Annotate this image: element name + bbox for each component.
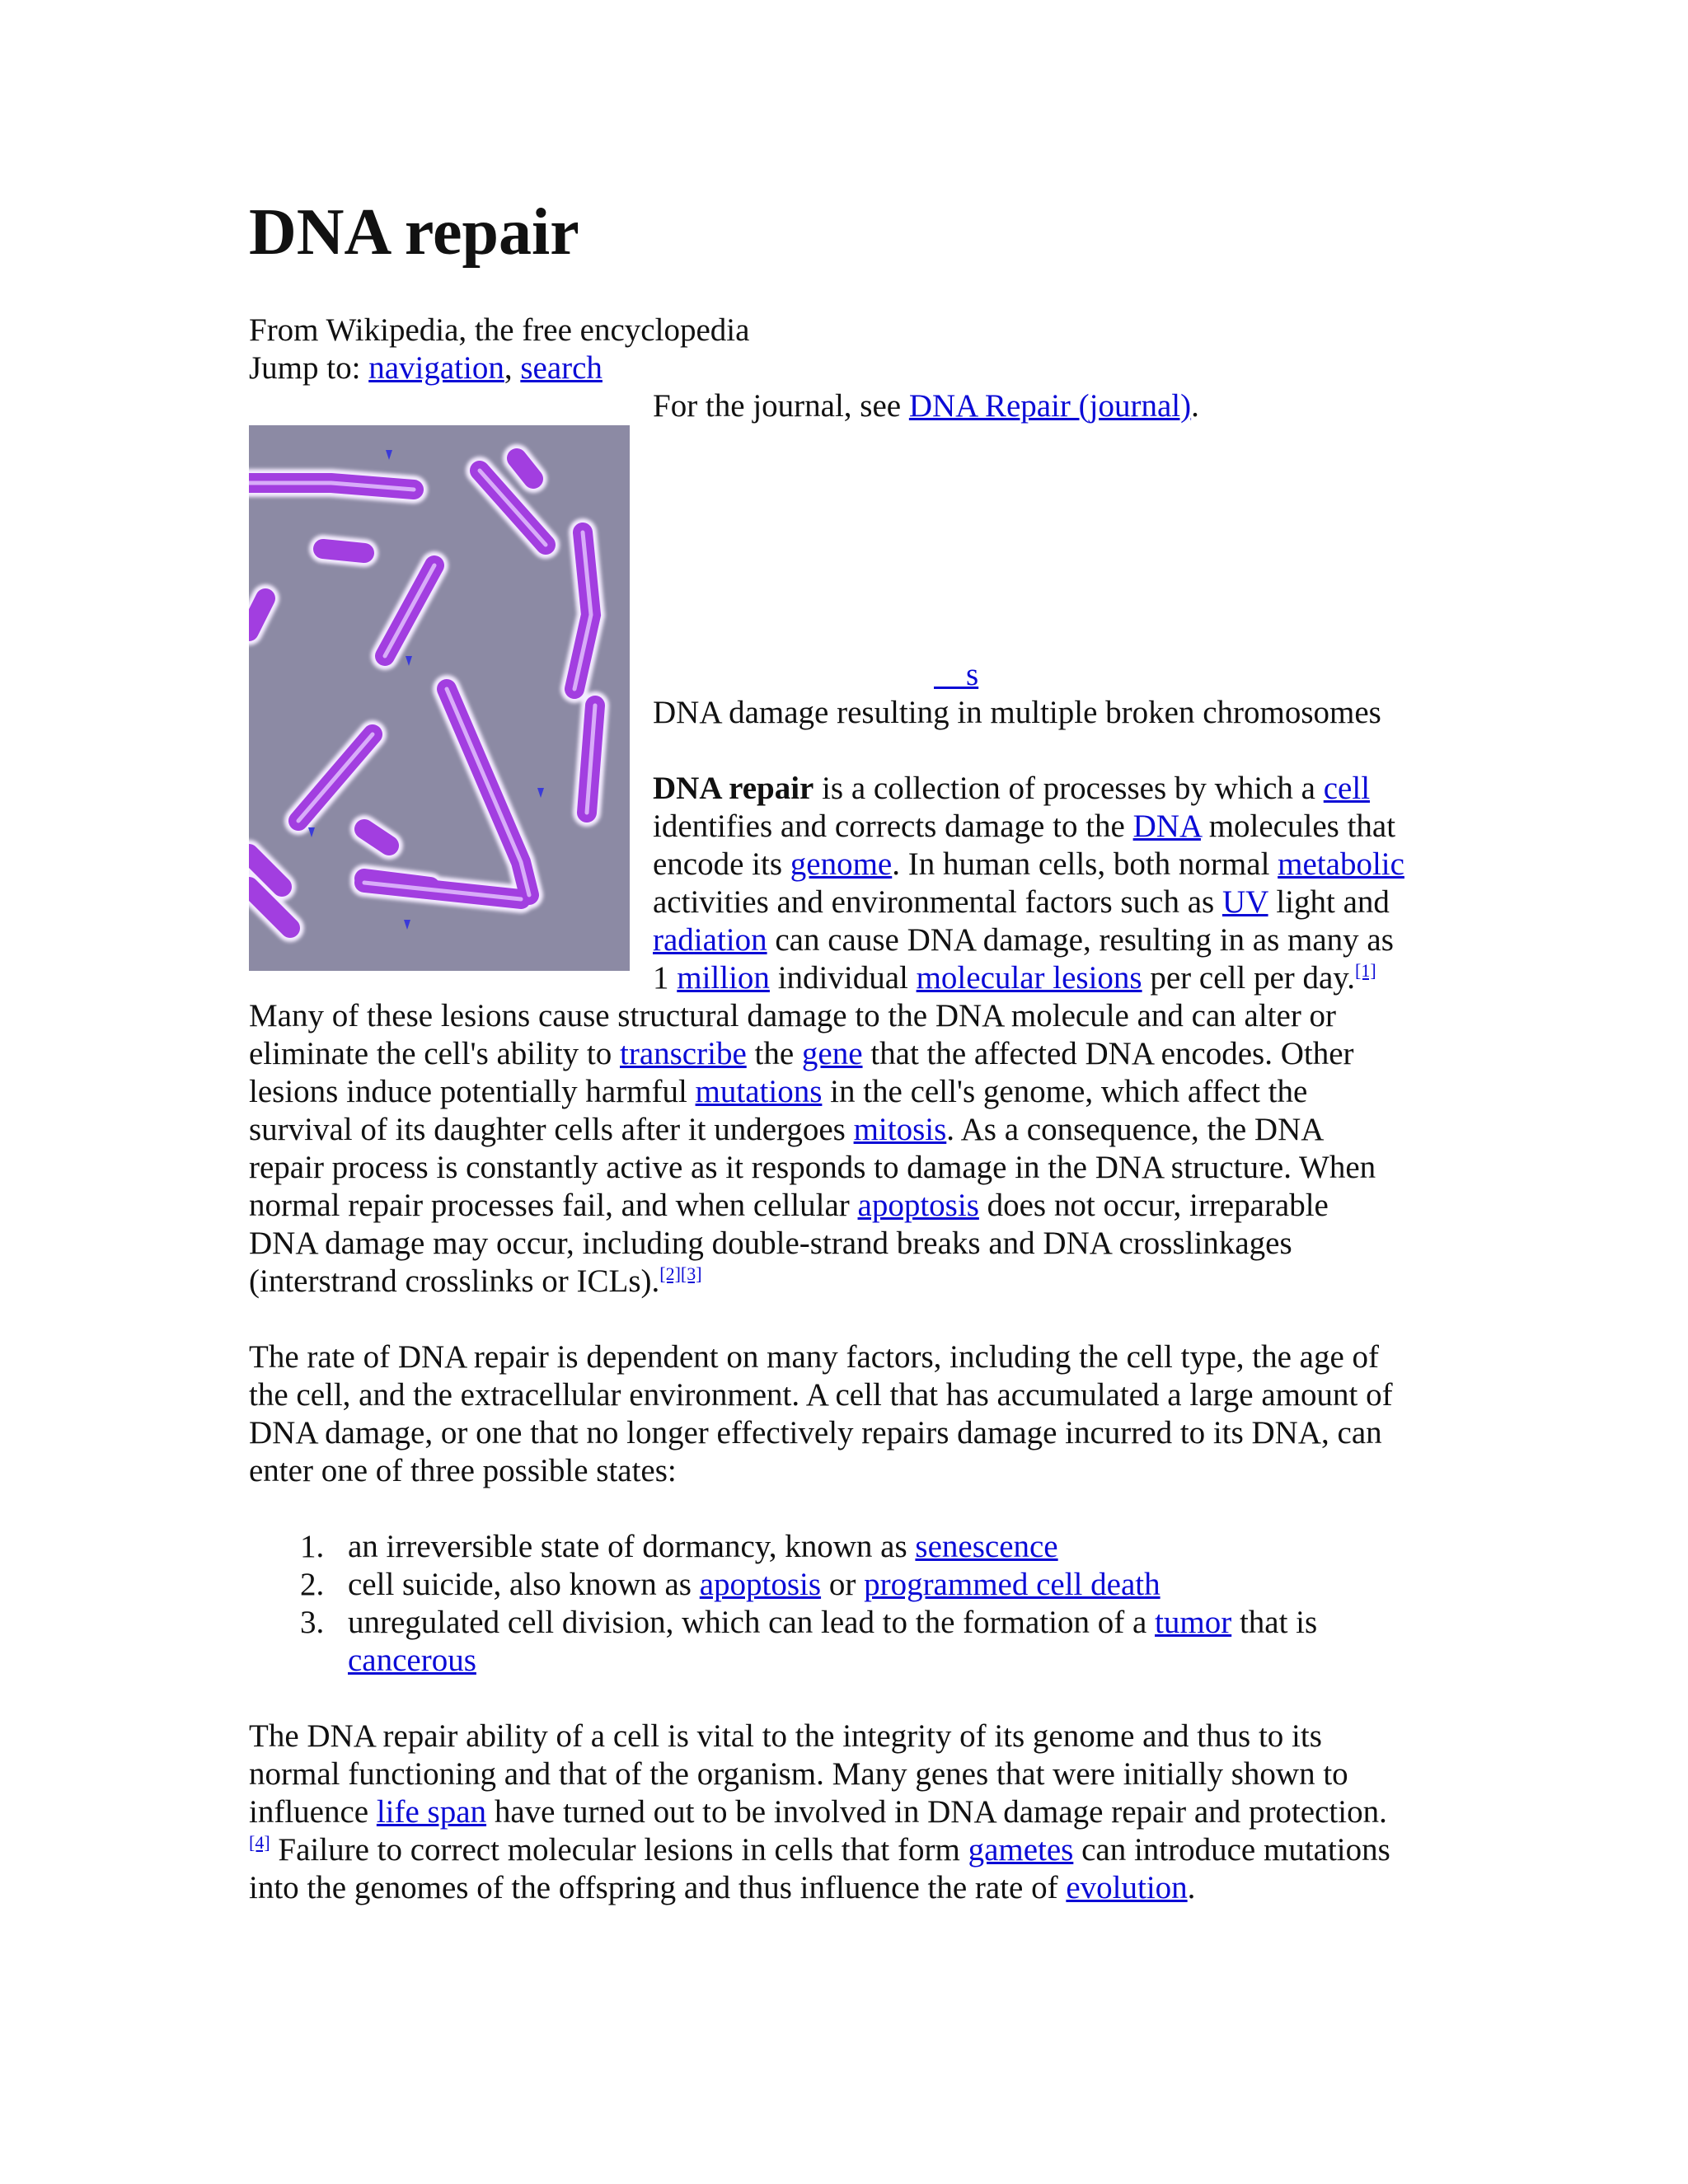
para-line: The DNA repair ability of a cell is vital to the integrity of its genome and thus to its [249,1718,1322,1754]
hatnote-journal-link[interactable]: DNA Repair (journal) [908,388,1192,424]
figure-caption: DNA damage resulting in multiple broken chromosomes [653,695,1381,730]
body-line [249,1035,1444,1073]
link-million[interactable]: million [677,960,770,996]
link-uv[interactable]: UV [1221,884,1268,920]
link-cell[interactable]: cell [1323,771,1371,806]
link-genome[interactable]: genome [790,846,893,882]
lead-line [653,921,1477,959]
list-item [249,1566,1317,1604]
para-line: the cell, and the extracellular environment. A cell that has accumulated a large amount of [249,1377,1393,1413]
rate-paragraph [249,1338,1393,1490]
list-text: that is [1231,1605,1318,1640]
para-line [249,1831,1390,1869]
lead-line [653,846,1477,883]
body-line: repair process is constantly active as it responds to damage in the DNA structure. When [249,1150,1376,1185]
lead-paragraph [653,770,1477,997]
lead-text: is a collection of processes by which a [814,771,1324,806]
jump-separator: , [504,350,521,386]
list-item [249,1604,1317,1680]
link-mutations[interactable]: mutations [695,1074,823,1109]
list-text: unregulated cell division, which can lead to the formation of a [348,1605,1156,1640]
body-paragraph [249,997,1444,1301]
link-radiation[interactable]: radiation [653,922,767,958]
lead-text: per cell per day. [1142,960,1356,996]
para-text: influence [249,1794,377,1830]
body-text: does not occur, irreparable [978,1188,1329,1223]
cell-states-list [249,1528,1317,1680]
reference-4-link[interactable]: [4] [249,1832,270,1853]
para-line [249,1869,1390,1907]
list-line [348,1642,1317,1680]
lead-text: light and [1268,884,1390,920]
link-gene[interactable]: gene [801,1036,863,1071]
chromosome-micrograph [249,425,630,971]
hatnote-prefix: For the journal, see [653,388,909,424]
body-line [249,1187,1444,1225]
link-dna[interactable]: DNA [1132,808,1201,844]
lead-text: encode its [653,846,790,882]
para-text: into the genomes of the offspring and thus influence the rate of [249,1870,1067,1905]
body-line [249,1073,1444,1111]
list-number: 1. [300,1529,325,1564]
para-line: normal functioning and that of the organism. Many genes that were initially shown to [249,1756,1348,1792]
list-text: cell suicide, also known as [348,1567,700,1602]
link-senescence[interactable]: senescence [915,1529,1058,1564]
link-programmed-cell-death[interactable]: programmed cell death [864,1567,1160,1602]
link-cancerous[interactable]: cancerous [348,1643,476,1678]
link-apoptosis[interactable]: apoptosis [857,1188,979,1223]
para-text: . [1187,1870,1196,1905]
body-text: the [746,1036,802,1071]
body-text: that the affected DNA encodes. Other [862,1036,1354,1071]
list-line [348,1604,1317,1642]
body-text: (interstrand crosslinks or ICLs). [249,1263,660,1299]
chromosome-image[interactable] [249,425,630,971]
jump-navigation-link[interactable]: navigation [368,350,504,386]
hatnote-suffix: . [1191,388,1199,424]
link-mitosis[interactable]: mitosis [853,1112,947,1147]
jump-search-link[interactable]: search [520,350,603,386]
link-life-span[interactable]: life span [376,1794,487,1830]
reference-2-3-link[interactable]: [2][3] [659,1263,702,1284]
body-text: lesions induce potentially harmful [249,1074,696,1109]
lead-text: . In human cells, both normal [892,846,1278,882]
lead-line [653,770,1477,808]
para-line [249,1793,1390,1831]
link-gametes[interactable]: gametes [968,1832,1074,1868]
para-text: Failure to correct molecular lesions in cells that form [270,1832,968,1868]
hatnote [653,387,1199,425]
para-line: DNA damage, or one that no longer effectively repairs damage incurred to its DNA, can [249,1415,1382,1451]
link-apoptosis-list[interactable]: apoptosis [699,1567,822,1602]
lead-text: individual [769,960,917,996]
jump-to-bar [249,349,603,387]
para-text: can introduce mutations [1073,1832,1390,1868]
list-number: 2. [300,1567,325,1602]
lead-text: 1 [653,960,678,996]
site-tagline: From Wikipedia, the free encyclopedia [249,312,750,348]
jump-label: Jump to: [249,350,369,386]
list-text: or [821,1567,865,1602]
lead-line [653,959,1477,997]
page-title: DNA repair [249,196,579,269]
lead-text: molecules that [1200,808,1396,844]
body-text: eliminate the cell's ability to [249,1036,620,1071]
body-text: normal repair processes fail, and when cellular [249,1188,858,1223]
list-item [249,1528,1317,1566]
lead-text: can cause DNA damage, resulting in as many as [767,922,1394,958]
body-line [249,1263,1444,1301]
list-line [348,1566,1317,1604]
list-text: an irreversible state of dormancy, known as [348,1529,916,1564]
list-number: 3. [300,1605,325,1640]
body-line: Many of these lesions cause structural damage to the DNA molecule and can alter or [249,998,1337,1033]
link-evolution[interactable]: evolution [1066,1870,1188,1905]
list-line [348,1528,1317,1566]
body-line: DNA damage may occur, including double-strand breaks and DNA crosslinkages [249,1226,1292,1261]
body-line [249,1111,1444,1149]
link-molecular-lesions[interactable]: molecular lesions [916,960,1142,996]
link-tumor[interactable]: tumor [1155,1605,1232,1640]
importance-paragraph [249,1718,1390,1907]
figure-enlarge-link[interactable]: s [934,657,979,692]
lead-line [653,808,1477,846]
link-transcribe[interactable]: transcribe [620,1036,747,1071]
lead-line [653,883,1477,921]
reference-1-link[interactable]: [1] [1355,960,1376,981]
body-text: in the cell's genome, which affect the [822,1074,1308,1109]
link-metabolic[interactable]: metabolic [1278,846,1404,882]
lead-text: identifies and corrects damage to the [653,808,1133,844]
para-line: enter one of three possible states: [249,1453,677,1488]
para-line: The rate of DNA repair is dependent on many factors, including the cell type, the age of [249,1339,1380,1375]
lead-bold-term: DNA repair [653,771,814,806]
lead-text: activities and environmental factors such as [653,884,1222,920]
body-text: . As a consequence, the DNA [946,1112,1325,1147]
body-text: survival of its daughter cells after it undergoes [249,1112,854,1147]
para-text: have turned out to be involved in DNA damage repair and protection. [486,1794,1387,1830]
